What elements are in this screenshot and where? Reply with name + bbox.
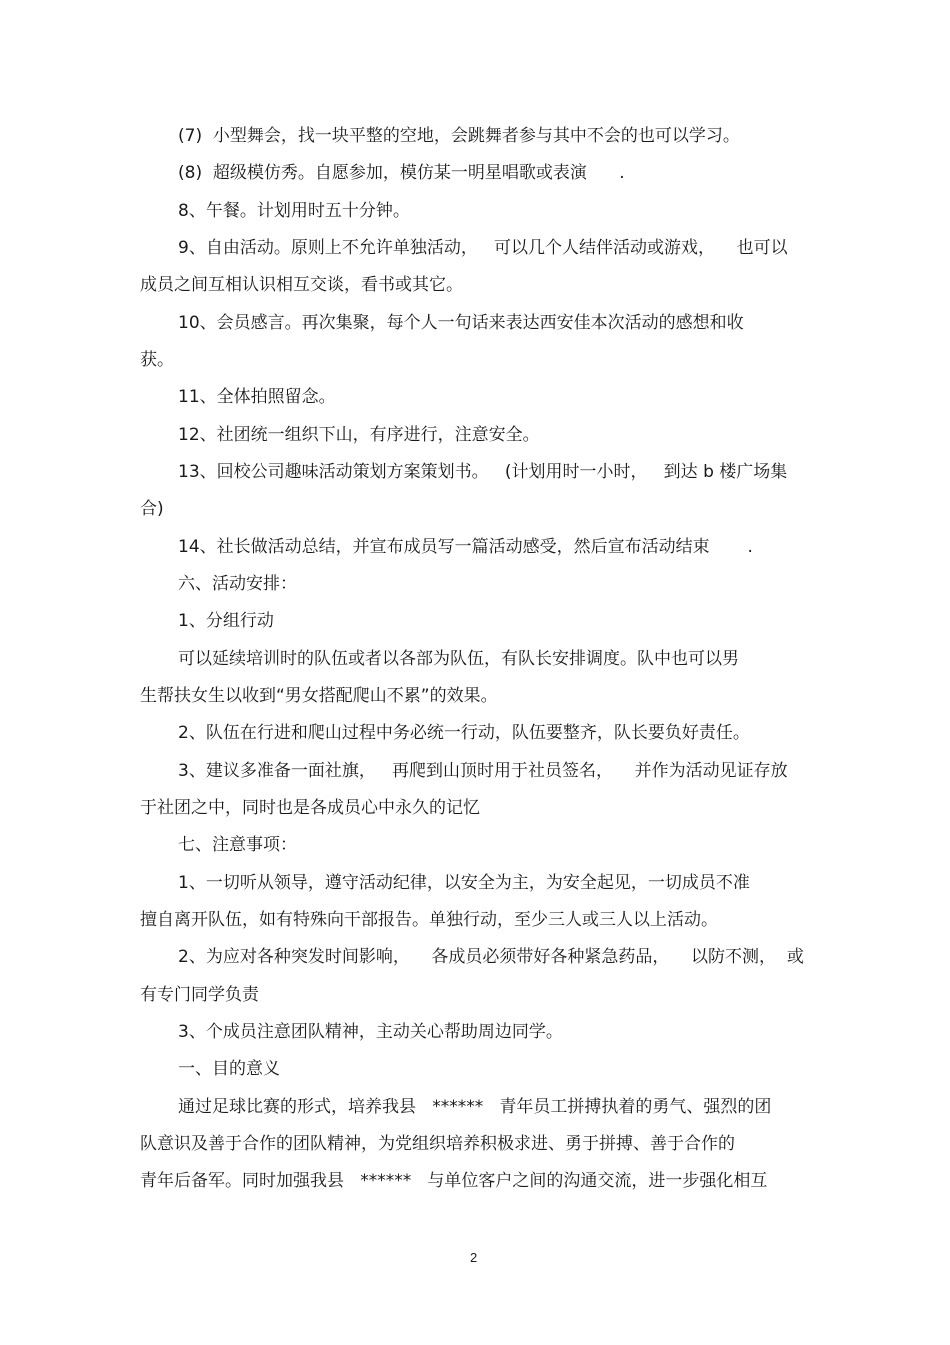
text-line: 合) bbox=[140, 499, 164, 519]
section-heading: 七、注意事项： bbox=[178, 835, 297, 855]
text-line: 可以延续培训时的队伍或者以各部为队伍，有队长安排调度。队中也可以男 bbox=[178, 649, 739, 669]
text-line: 8、午餐。计划用时五十分钟。 bbox=[178, 201, 410, 221]
text-line: 10、会员感言。再次集聚，每个人一句话来表达西安佳本次活动的感想和收 bbox=[178, 313, 744, 333]
text-line: 队意识及善于合作的团队精神，为党组织培养积极求进、勇于拼搏、善于合作的 bbox=[140, 1134, 735, 1154]
text-line: 于社团之中，同时也是各成员心中永久的记忆 bbox=[140, 798, 480, 818]
text-line: 9、自由活动。原则上不允许单独活动， 可以几个人结伴活动或游戏， 也可以 bbox=[178, 238, 788, 258]
section-heading: 六、活动安排： bbox=[178, 574, 297, 594]
text-line: 11、全体拍照留念。 bbox=[178, 387, 336, 407]
text-line: (8) 超级模仿秀。自愿参加，模仿某一明星唱歌或表演 . bbox=[178, 163, 625, 183]
text-line: 成员之间互相认识相互交谈，看书或其它。 bbox=[140, 275, 463, 295]
section-heading: 一、目的意义 bbox=[178, 1059, 280, 1079]
text-line: 擅自离开队伍，如有特殊向干部报告。单独行动，至少三人或三人以上活动。 bbox=[140, 910, 718, 930]
page-number: 2 bbox=[470, 1250, 478, 1265]
text-line: 3、建议多准备一面社旗， 再爬到山顶时用于社员签名， 并作为活动见证存放 bbox=[178, 761, 788, 781]
text-line: 生帮扶女生以收到“男女搭配爬山不累”的效果。 bbox=[140, 686, 498, 706]
text-line: 获。 bbox=[140, 350, 174, 370]
text-line: 有专门同学负责 bbox=[140, 985, 259, 1005]
text-line: 13、回校公司趣味活动策划方案策划书。 (计划用时一小时， 到达 b 楼广场集 bbox=[178, 462, 788, 482]
text-line: 通过足球比赛的形式，培养我县 ****** 青年员工拼搏执着的勇气、强烈的团 bbox=[178, 1097, 772, 1117]
text-line: 青年后备军。同时加强我县 ****** 与单位客户之间的沟通交流，进一步强化相互 bbox=[140, 1171, 768, 1191]
text-line: (7) 小型舞会，找一块平整的空地，会跳舞者参与其中不会的也可以学习。 bbox=[178, 126, 740, 146]
text-line: 1、一切听从领导，遵守活动纪律，以安全为主，为安全起见，一切成员不准 bbox=[178, 873, 750, 893]
text-line: 1、分组行动 bbox=[178, 611, 274, 631]
text-line: 2、为应对各种突发时间影响， 各成员必须带好各种紧急药品， 以防不测， 或 bbox=[178, 947, 804, 967]
text-line: 3、个成员注意团队精神，主动关心帮助周边同学。 bbox=[178, 1022, 563, 1042]
text-line: 2、队伍在行进和爬山过程中务必统一行动，队伍要整齐，队长要负好责任。 bbox=[178, 723, 750, 743]
text-line: 14、社长做活动总结，并宣布成员写一篇活动感受，然后宣布活动结束 . bbox=[178, 537, 753, 557]
text-line: 12、社团统一组织下山，有序进行，注意安全。 bbox=[178, 425, 540, 445]
